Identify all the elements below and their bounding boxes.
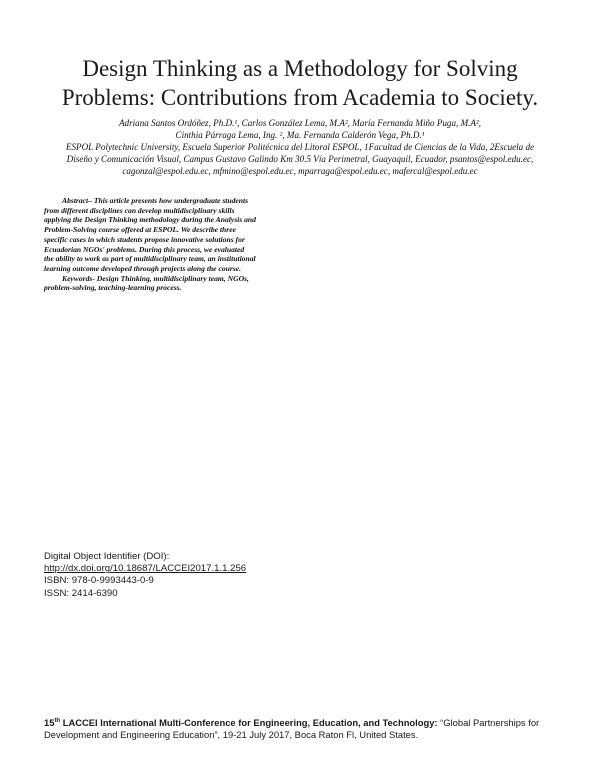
abstract xyxy=(44,196,302,293)
abstract-line: Ecuadorian NGOs' problems. During this process, we evaluated xyxy=(44,244,245,254)
abstract-line: specific cases in which students propose innovative solutions for xyxy=(44,234,245,244)
footer-number: 15 xyxy=(44,717,55,728)
abstract-line: from different disciplines can develop multidisciplinary skills xyxy=(44,205,235,215)
title-line-1: Design Thinking as a Methodology for Solving xyxy=(82,56,518,81)
author-line-1: Adriana Santos Ordóñez, Ph.D.¹, Carlos González Lema, M.A², María Fernanda Miño Puga, M.A², xyxy=(119,118,481,128)
author-line-2: Cinthia Párraga Lema, Ing. ², Ma. Fernanda Calderón Vega, Ph.D.¹ xyxy=(175,130,425,140)
abstract-line: applying the Design Thinking methodology during the Analysis and xyxy=(44,215,256,225)
issn: ISSN: 2414-6390 xyxy=(44,587,118,599)
page-footer xyxy=(44,717,564,741)
footer-conference: LACCEI International Multi-Conference for Engineering, Education, and Technology: xyxy=(60,717,438,728)
footer-theme: “Global Partnerships for xyxy=(437,717,540,728)
affiliation-line-2: Diseño y Comunicación Visual, Campus Gustavo Galindo Km 30.5 Vía Perimetral, Guayaquil, Ecuador, psantos@espol.edu.ec, xyxy=(66,154,534,164)
title-line-2: Problems: Contributions from Academia to Society. xyxy=(61,85,539,110)
doi-label: Digital Object Identifier (DOI): xyxy=(44,551,170,562)
abstract-line: Problem-Solving course offered at ESPOL. We describe three xyxy=(44,225,236,235)
isbn: ISBN: 978-0-9993443-0-9 xyxy=(44,575,154,587)
abstract-line: the ability to work as part of multidisciplinary team, an institutional xyxy=(44,254,256,264)
affiliation-line-3: cagonzal@espol.edu.ec, mfmino@espol.edu.ec, mparraga@espol.edu.ec, mafercal@espol.edu.ec xyxy=(122,166,478,176)
keywords-line: Keywords- Design Thinking, multidisciplinary team, NGOs, xyxy=(62,273,249,283)
abstract-line: Abstract– This article presents how undergraduate students xyxy=(62,196,249,205)
author-block xyxy=(30,117,570,177)
footer-ordinal: th xyxy=(54,717,61,724)
doi-block xyxy=(44,551,246,600)
keywords-line: problem-solving, teaching-learning process. xyxy=(44,283,182,293)
doi-link[interactable]: http://dx.doi.org/10.18687/LACCEI2017.1.1.256 xyxy=(44,563,247,575)
paper-title xyxy=(40,54,560,112)
affiliation-line-1: ESPOL Polytechnic University, Escuela Superior Politécnica del Litoral ESPOL, 1Facultad de Ciencias de la Vida, 2Escuela de xyxy=(65,142,535,152)
footer-line-1 xyxy=(44,717,564,729)
footer-line-2: Development and Engineering Education”, 19-21 July 2017, Boca Raton Fl, United States. xyxy=(44,729,419,740)
abstract-line: learning outcome developed through projects along the course. xyxy=(44,263,242,273)
